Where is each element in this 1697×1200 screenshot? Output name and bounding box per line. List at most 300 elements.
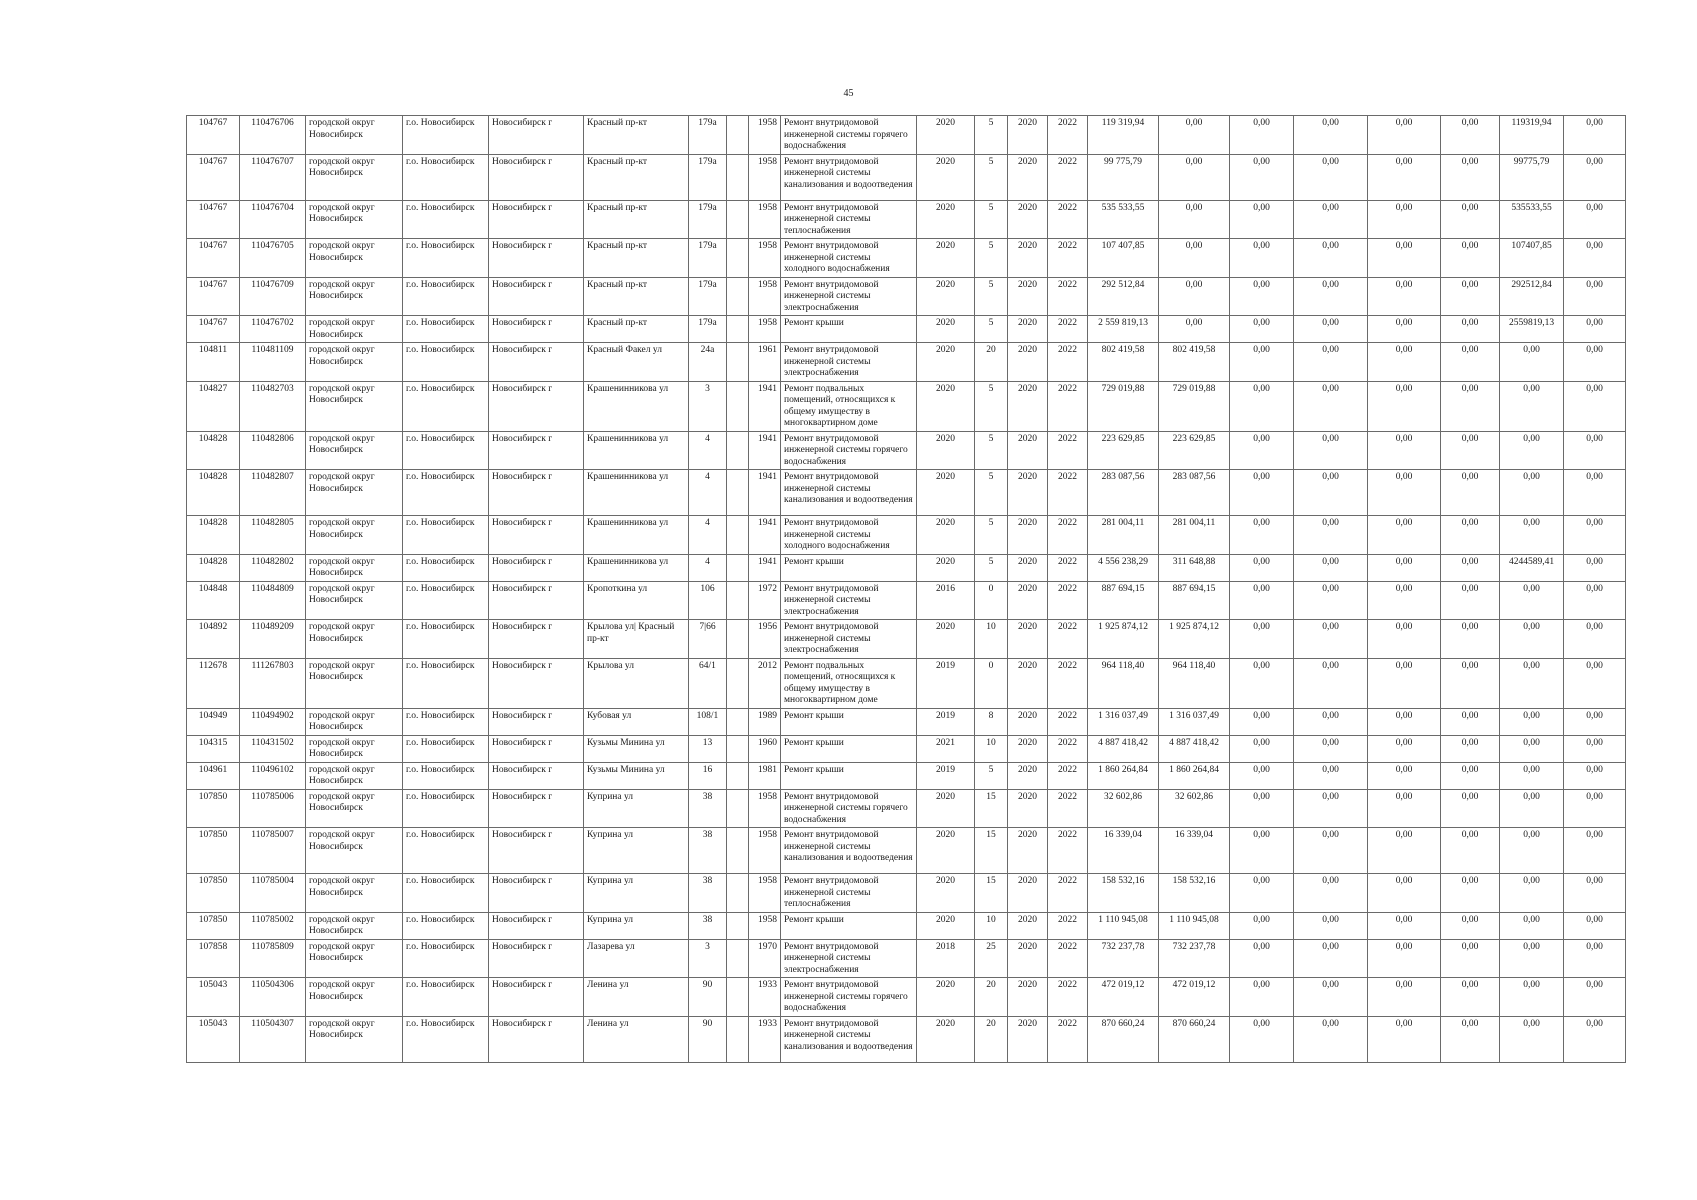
cell-street: Куприна ул xyxy=(584,828,689,874)
cell-cost-funds-5: 0,00 xyxy=(1441,735,1500,762)
cell-last-repair-year: 2020 xyxy=(917,789,975,828)
cell-plan-start-year: 2020 xyxy=(1008,239,1048,278)
cell-cost-funds-7: 0,00 xyxy=(1564,874,1626,913)
cell-building xyxy=(727,912,749,939)
cell-building xyxy=(727,658,749,708)
cell-house-number: 179а xyxy=(689,239,727,278)
cell-building xyxy=(727,789,749,828)
cell-total-cost: 472 019,12 xyxy=(1088,978,1159,1017)
cell-street: Куприна ул xyxy=(584,789,689,828)
cell-municipal-district: г.о. Новосибирск xyxy=(403,581,489,620)
cell-cost-funds-1: 1 110 945,08 xyxy=(1159,912,1230,939)
cell-municipal-district: г.о. Новосибирск xyxy=(403,239,489,278)
cell-built-year: 1941 xyxy=(749,554,781,581)
cell-cost-funds-7: 0,00 xyxy=(1564,431,1626,470)
cell-street: Крашенинникова ул xyxy=(584,381,689,431)
cell-cost-funds-2: 0,00 xyxy=(1230,620,1294,659)
cell-work-type: Ремонт внутридомовой инженерной системы канализования и водоотведения xyxy=(781,154,917,200)
cell-cost-funds-2: 0,00 xyxy=(1230,277,1294,316)
cell-cost-funds-2: 0,00 xyxy=(1230,116,1294,155)
cell-cost-funds-5: 0,00 xyxy=(1441,431,1500,470)
cell-last-repair-year: 2018 xyxy=(917,939,975,978)
cell-cost-funds-4: 0,00 xyxy=(1368,581,1441,620)
cell-work-type: Ремонт крыши xyxy=(781,762,917,789)
cell-work-type: Ремонт внутридомовой инженерной системы электроснабжения xyxy=(781,620,917,659)
cell-cost-funds-2: 0,00 xyxy=(1230,874,1294,913)
cell-total-cost: 158 532,16 xyxy=(1088,874,1159,913)
cell-cost-funds-4: 0,00 xyxy=(1368,154,1441,200)
cell-street: Красный пр-кт xyxy=(584,116,689,155)
cell-cost-funds-4: 0,00 xyxy=(1368,277,1441,316)
cell-built-year: 1941 xyxy=(749,431,781,470)
cell-plan-end-year: 2022 xyxy=(1048,581,1088,620)
cell-built-year: 1941 xyxy=(749,516,781,555)
cell-cost-funds-2: 0,00 xyxy=(1230,200,1294,239)
cell-cost-funds-7: 0,00 xyxy=(1564,554,1626,581)
cell-plan-start-year: 2020 xyxy=(1008,116,1048,155)
cell-municipal-district: г.о. Новосибирск xyxy=(403,381,489,431)
cell-cost-funds-5: 0,00 xyxy=(1441,581,1500,620)
cell-cost-funds-7: 0,00 xyxy=(1564,912,1626,939)
cell-municipality: городской округ Новосибирск xyxy=(306,708,403,735)
cell-locality: Новосибирск г xyxy=(489,658,584,708)
cell-last-repair-year: 2020 xyxy=(917,912,975,939)
cell-municipal-district: г.о. Новосибирск xyxy=(403,874,489,913)
cell-municipality: городской округ Новосибирск xyxy=(306,316,403,343)
cell-house-number: 38 xyxy=(689,789,727,828)
cell-wear-percent: 20 xyxy=(975,978,1008,1017)
cell-cost-funds-6: 0,00 xyxy=(1500,620,1564,659)
cell-work-id: 110482806 xyxy=(240,431,306,470)
cell-cost-funds-5: 0,00 xyxy=(1441,708,1500,735)
cell-cost-funds-6: 292512,84 xyxy=(1500,277,1564,316)
table-row xyxy=(187,343,1626,382)
cell-cost-funds-2: 0,00 xyxy=(1230,554,1294,581)
cell-building xyxy=(727,239,749,278)
table-row xyxy=(187,658,1626,708)
cell-municipality: городской округ Новосибирск xyxy=(306,581,403,620)
cell-built-year: 1958 xyxy=(749,277,781,316)
cell-municipal-district: г.о. Новосибирск xyxy=(403,516,489,555)
cell-cost-funds-7: 0,00 xyxy=(1564,978,1626,1017)
cell-municipality: городской округ Новосибирск xyxy=(306,658,403,708)
cell-house-id: 104828 xyxy=(187,516,240,555)
cell-cost-funds-5: 0,00 xyxy=(1441,200,1500,239)
cell-work-id: 110481109 xyxy=(240,343,306,382)
cell-building xyxy=(727,381,749,431)
cell-cost-funds-7: 0,00 xyxy=(1564,200,1626,239)
cell-cost-funds-5: 0,00 xyxy=(1441,381,1500,431)
cell-municipality: городской округ Новосибирск xyxy=(306,516,403,555)
cell-wear-percent: 10 xyxy=(975,735,1008,762)
cell-cost-funds-6: 0,00 xyxy=(1500,708,1564,735)
cell-wear-percent: 5 xyxy=(975,762,1008,789)
cell-street: Кузьмы Минина ул xyxy=(584,735,689,762)
cell-cost-funds-5: 0,00 xyxy=(1441,939,1500,978)
cell-locality: Новосибирск г xyxy=(489,708,584,735)
cell-building xyxy=(727,554,749,581)
cell-plan-end-year: 2022 xyxy=(1048,200,1088,239)
table-row xyxy=(187,912,1626,939)
cell-plan-end-year: 2022 xyxy=(1048,762,1088,789)
cell-locality: Новосибирск г xyxy=(489,874,584,913)
cell-wear-percent: 20 xyxy=(975,1016,1008,1062)
cell-cost-funds-7: 0,00 xyxy=(1564,343,1626,382)
cell-cost-funds-3: 0,00 xyxy=(1294,620,1368,659)
cell-cost-funds-5: 0,00 xyxy=(1441,316,1500,343)
cell-cost-funds-1: 0,00 xyxy=(1159,200,1230,239)
cell-cost-funds-7: 0,00 xyxy=(1564,316,1626,343)
cell-last-repair-year: 2020 xyxy=(917,431,975,470)
table-row xyxy=(187,239,1626,278)
cell-work-id: 110494902 xyxy=(240,708,306,735)
cell-cost-funds-7: 0,00 xyxy=(1564,277,1626,316)
cell-total-cost: 1 316 037,49 xyxy=(1088,708,1159,735)
cell-cost-funds-3: 0,00 xyxy=(1294,277,1368,316)
cell-total-cost: 535 533,55 xyxy=(1088,200,1159,239)
cell-cost-funds-5: 0,00 xyxy=(1441,554,1500,581)
cell-street: Красный пр-кт xyxy=(584,239,689,278)
cell-house-number: 90 xyxy=(689,978,727,1017)
cell-locality: Новосибирск г xyxy=(489,581,584,620)
cell-total-cost: 283 087,56 xyxy=(1088,470,1159,516)
page-number: 45 xyxy=(843,88,854,99)
cell-municipality: городской округ Новосибирск xyxy=(306,939,403,978)
table-row xyxy=(187,381,1626,431)
cell-wear-percent: 15 xyxy=(975,828,1008,874)
cell-cost-funds-1: 0,00 xyxy=(1159,239,1230,278)
cell-municipal-district: г.о. Новосибирск xyxy=(403,708,489,735)
cell-house-number: 38 xyxy=(689,874,727,913)
cell-municipality: городской округ Новосибирск xyxy=(306,431,403,470)
cell-cost-funds-7: 0,00 xyxy=(1564,239,1626,278)
cell-wear-percent: 5 xyxy=(975,554,1008,581)
cell-house-id: 104315 xyxy=(187,735,240,762)
cell-work-type: Ремонт внутридомовой инженерной системы горячего водоснабжения xyxy=(781,431,917,470)
cell-locality: Новосибирск г xyxy=(489,154,584,200)
cell-last-repair-year: 2020 xyxy=(917,277,975,316)
cell-street: Крашенинникова ул xyxy=(584,431,689,470)
cell-cost-funds-6: 0,00 xyxy=(1500,431,1564,470)
cell-cost-funds-4: 0,00 xyxy=(1368,978,1441,1017)
cell-cost-funds-4: 0,00 xyxy=(1368,470,1441,516)
cell-cost-funds-1: 0,00 xyxy=(1159,154,1230,200)
cell-cost-funds-3: 0,00 xyxy=(1294,581,1368,620)
cell-building xyxy=(727,277,749,316)
cell-street: Красный пр-кт xyxy=(584,200,689,239)
cell-cost-funds-3: 0,00 xyxy=(1294,116,1368,155)
cell-cost-funds-4: 0,00 xyxy=(1368,381,1441,431)
cell-plan-start-year: 2020 xyxy=(1008,277,1048,316)
cell-plan-start-year: 2020 xyxy=(1008,343,1048,382)
cell-cost-funds-3: 0,00 xyxy=(1294,516,1368,555)
cell-total-cost: 2 559 819,13 xyxy=(1088,316,1159,343)
cell-cost-funds-7: 0,00 xyxy=(1564,939,1626,978)
cell-total-cost: 4 556 238,29 xyxy=(1088,554,1159,581)
table-row xyxy=(187,762,1626,789)
cell-last-repair-year: 2020 xyxy=(917,116,975,155)
cell-cost-funds-3: 0,00 xyxy=(1294,239,1368,278)
cell-plan-end-year: 2022 xyxy=(1048,316,1088,343)
cell-locality: Новосибирск г xyxy=(489,912,584,939)
cell-house-number: 38 xyxy=(689,828,727,874)
cell-building xyxy=(727,154,749,200)
table-row xyxy=(187,939,1626,978)
cell-work-id: 110785004 xyxy=(240,874,306,913)
cell-street: Лазарева ул xyxy=(584,939,689,978)
cell-street: Крашенинникова ул xyxy=(584,554,689,581)
table-row xyxy=(187,200,1626,239)
cell-house-number: 4 xyxy=(689,431,727,470)
cell-wear-percent: 10 xyxy=(975,912,1008,939)
cell-house-number: 106 xyxy=(689,581,727,620)
table-row xyxy=(187,874,1626,913)
cell-plan-start-year: 2020 xyxy=(1008,789,1048,828)
cell-street: Красный Факел ул xyxy=(584,343,689,382)
cell-municipality: городской округ Новосибирск xyxy=(306,200,403,239)
cell-municipal-district: г.о. Новосибирск xyxy=(403,658,489,708)
table-row xyxy=(187,431,1626,470)
cell-built-year: 1989 xyxy=(749,708,781,735)
cell-work-id: 110482703 xyxy=(240,381,306,431)
cell-work-type: Ремонт подвальных помещений, относящихся к общему имуществу в многоквартирном доме xyxy=(781,381,917,431)
cell-plan-start-year: 2020 xyxy=(1008,939,1048,978)
cell-last-repair-year: 2021 xyxy=(917,735,975,762)
cell-plan-end-year: 2022 xyxy=(1048,735,1088,762)
cell-plan-start-year: 2020 xyxy=(1008,431,1048,470)
cell-street: Красный пр-кт xyxy=(584,316,689,343)
cell-last-repair-year: 2020 xyxy=(917,381,975,431)
cell-cost-funds-1: 1 860 264,84 xyxy=(1159,762,1230,789)
cell-house-id: 107850 xyxy=(187,912,240,939)
cell-cost-funds-2: 0,00 xyxy=(1230,431,1294,470)
table-row xyxy=(187,708,1626,735)
cell-cost-funds-1: 32 602,86 xyxy=(1159,789,1230,828)
cell-last-repair-year: 2020 xyxy=(917,874,975,913)
cell-locality: Новосибирск г xyxy=(489,762,584,789)
cell-cost-funds-7: 0,00 xyxy=(1564,762,1626,789)
cell-cost-funds-4: 0,00 xyxy=(1368,343,1441,382)
cell-street: Кубовая ул xyxy=(584,708,689,735)
cell-cost-funds-5: 0,00 xyxy=(1441,828,1500,874)
table-row xyxy=(187,735,1626,762)
cell-house-number: 179а xyxy=(689,316,727,343)
cell-work-id: 110785007 xyxy=(240,828,306,874)
cell-house-id: 112678 xyxy=(187,658,240,708)
cell-plan-start-year: 2020 xyxy=(1008,620,1048,659)
cell-cost-funds-3: 0,00 xyxy=(1294,939,1368,978)
cell-plan-end-year: 2022 xyxy=(1048,343,1088,382)
cell-cost-funds-5: 0,00 xyxy=(1441,1016,1500,1062)
cell-municipality: городской округ Новосибирск xyxy=(306,978,403,1017)
cell-building xyxy=(727,735,749,762)
cell-municipal-district: г.о. Новосибирск xyxy=(403,116,489,155)
cell-locality: Новосибирск г xyxy=(489,516,584,555)
cell-work-id: 110785809 xyxy=(240,939,306,978)
cell-cost-funds-2: 0,00 xyxy=(1230,381,1294,431)
cell-cost-funds-5: 0,00 xyxy=(1441,762,1500,789)
cell-plan-end-year: 2022 xyxy=(1048,431,1088,470)
cell-cost-funds-4: 0,00 xyxy=(1368,735,1441,762)
cell-built-year: 1933 xyxy=(749,978,781,1017)
cell-cost-funds-2: 0,00 xyxy=(1230,581,1294,620)
cell-plan-start-year: 2020 xyxy=(1008,708,1048,735)
cell-street: Крашенинникова ул xyxy=(584,470,689,516)
cell-work-type: Ремонт внутридомовой инженерной системы канализования и водоотведения xyxy=(781,828,917,874)
cell-last-repair-year: 2016 xyxy=(917,581,975,620)
cell-house-id: 104811 xyxy=(187,343,240,382)
cell-locality: Новосибирск г xyxy=(489,789,584,828)
cell-cost-funds-2: 0,00 xyxy=(1230,912,1294,939)
cell-street: Крашенинникова ул xyxy=(584,516,689,555)
cell-wear-percent: 15 xyxy=(975,789,1008,828)
cell-cost-funds-6: 535533,55 xyxy=(1500,200,1564,239)
cell-last-repair-year: 2020 xyxy=(917,343,975,382)
cell-building xyxy=(727,581,749,620)
cell-cost-funds-6: 0,00 xyxy=(1500,978,1564,1017)
cell-cost-funds-6: 0,00 xyxy=(1500,939,1564,978)
cell-locality: Новосибирск г xyxy=(489,200,584,239)
cell-cost-funds-1: 870 660,24 xyxy=(1159,1016,1230,1062)
cell-house-id: 107850 xyxy=(187,789,240,828)
cell-last-repair-year: 2020 xyxy=(917,554,975,581)
cell-last-repair-year: 2020 xyxy=(917,620,975,659)
cell-cost-funds-6: 0,00 xyxy=(1500,470,1564,516)
cell-last-repair-year: 2020 xyxy=(917,470,975,516)
cell-plan-start-year: 2020 xyxy=(1008,735,1048,762)
cell-work-id: 110476706 xyxy=(240,116,306,155)
cell-building xyxy=(727,431,749,470)
cell-cost-funds-5: 0,00 xyxy=(1441,116,1500,155)
cell-street: Куприна ул xyxy=(584,912,689,939)
cell-work-type: Ремонт внутридомовой инженерной системы электроснабжения xyxy=(781,581,917,620)
cell-plan-start-year: 2020 xyxy=(1008,154,1048,200)
cell-cost-funds-6: 0,00 xyxy=(1500,828,1564,874)
cell-municipality: городской округ Новосибирск xyxy=(306,912,403,939)
cell-building xyxy=(727,939,749,978)
cell-house-id: 104892 xyxy=(187,620,240,659)
cell-cost-funds-6: 0,00 xyxy=(1500,874,1564,913)
cell-wear-percent: 5 xyxy=(975,239,1008,278)
cell-work-type: Ремонт внутридомовой инженерной системы теплоснабжения xyxy=(781,200,917,239)
cell-cost-funds-7: 0,00 xyxy=(1564,708,1626,735)
cell-building xyxy=(727,1016,749,1062)
cell-built-year: 1958 xyxy=(749,789,781,828)
cell-work-type: Ремонт внутридомовой инженерной системы холодного водоснабжения xyxy=(781,516,917,555)
cell-cost-funds-7: 0,00 xyxy=(1564,581,1626,620)
cell-building xyxy=(727,874,749,913)
cell-plan-end-year: 2022 xyxy=(1048,939,1088,978)
cell-plan-start-year: 2020 xyxy=(1008,516,1048,555)
cell-municipal-district: г.о. Новосибирск xyxy=(403,277,489,316)
cell-total-cost: 802 419,58 xyxy=(1088,343,1159,382)
table-row xyxy=(187,277,1626,316)
cell-cost-funds-6: 0,00 xyxy=(1500,735,1564,762)
cell-municipality: городской округ Новосибирск xyxy=(306,470,403,516)
cell-cost-funds-6: 0,00 xyxy=(1500,762,1564,789)
cell-work-id: 110785006 xyxy=(240,789,306,828)
cell-municipality: городской округ Новосибирск xyxy=(306,735,403,762)
cell-cost-funds-7: 0,00 xyxy=(1564,516,1626,555)
cell-building xyxy=(727,343,749,382)
cell-work-type: Ремонт крыши xyxy=(781,316,917,343)
cell-municipality: городской округ Новосибирск xyxy=(306,116,403,155)
cell-last-repair-year: 2019 xyxy=(917,708,975,735)
cell-cost-funds-2: 0,00 xyxy=(1230,735,1294,762)
cell-built-year: 1958 xyxy=(749,912,781,939)
cell-cost-funds-1: 1 316 037,49 xyxy=(1159,708,1230,735)
cell-wear-percent: 5 xyxy=(975,381,1008,431)
cell-cost-funds-5: 0,00 xyxy=(1441,658,1500,708)
cell-building xyxy=(727,620,749,659)
cell-cost-funds-3: 0,00 xyxy=(1294,874,1368,913)
cell-cost-funds-7: 0,00 xyxy=(1564,1016,1626,1062)
cell-built-year: 1960 xyxy=(749,735,781,762)
cell-last-repair-year: 2020 xyxy=(917,239,975,278)
cell-plan-end-year: 2022 xyxy=(1048,154,1088,200)
cell-house-number: 4 xyxy=(689,470,727,516)
cell-street: Красный пр-кт xyxy=(584,277,689,316)
cell-locality: Новосибирск г xyxy=(489,735,584,762)
cell-municipal-district: г.о. Новосибирск xyxy=(403,762,489,789)
table-row xyxy=(187,554,1626,581)
cell-municipal-district: г.о. Новосибирск xyxy=(403,828,489,874)
cell-cost-funds-1: 729 019,88 xyxy=(1159,381,1230,431)
cell-cost-funds-2: 0,00 xyxy=(1230,978,1294,1017)
cell-cost-funds-1: 16 339,04 xyxy=(1159,828,1230,874)
cell-wear-percent: 20 xyxy=(975,343,1008,382)
cell-plan-start-year: 2020 xyxy=(1008,1016,1048,1062)
cell-total-cost: 1 925 874,12 xyxy=(1088,620,1159,659)
cell-municipality: городской округ Новосибирск xyxy=(306,620,403,659)
cell-cost-funds-3: 0,00 xyxy=(1294,154,1368,200)
cell-house-id: 104828 xyxy=(187,470,240,516)
cell-municipal-district: г.о. Новосибирск xyxy=(403,154,489,200)
cell-built-year: 1958 xyxy=(749,828,781,874)
cell-building xyxy=(727,316,749,343)
cell-cost-funds-1: 964 118,40 xyxy=(1159,658,1230,708)
cell-plan-end-year: 2022 xyxy=(1048,978,1088,1017)
cell-wear-percent: 8 xyxy=(975,708,1008,735)
cell-plan-end-year: 2022 xyxy=(1048,239,1088,278)
cell-cost-funds-2: 0,00 xyxy=(1230,239,1294,278)
cell-house-id: 104961 xyxy=(187,762,240,789)
cell-total-cost: 99 775,79 xyxy=(1088,154,1159,200)
cell-work-type: Ремонт внутридомовой инженерной системы горячего водоснабжения xyxy=(781,116,917,155)
cell-plan-start-year: 2020 xyxy=(1008,470,1048,516)
cell-cost-funds-4: 0,00 xyxy=(1368,239,1441,278)
cell-municipal-district: г.о. Новосибирск xyxy=(403,789,489,828)
cell-cost-funds-7: 0,00 xyxy=(1564,116,1626,155)
cell-cost-funds-7: 0,00 xyxy=(1564,828,1626,874)
cell-cost-funds-3: 0,00 xyxy=(1294,912,1368,939)
cell-house-number: 179а xyxy=(689,154,727,200)
cell-cost-funds-5: 0,00 xyxy=(1441,277,1500,316)
cell-total-cost: 870 660,24 xyxy=(1088,1016,1159,1062)
table-row xyxy=(187,1016,1626,1062)
cell-cost-funds-5: 0,00 xyxy=(1441,912,1500,939)
cell-municipality: городской округ Новосибирск xyxy=(306,343,403,382)
table-row xyxy=(187,316,1626,343)
cell-cost-funds-1: 0,00 xyxy=(1159,116,1230,155)
cell-cost-funds-4: 0,00 xyxy=(1368,1016,1441,1062)
cell-house-id: 104767 xyxy=(187,200,240,239)
cell-locality: Новосибирск г xyxy=(489,470,584,516)
cell-total-cost: 1 110 945,08 xyxy=(1088,912,1159,939)
cell-built-year: 2012 xyxy=(749,658,781,708)
cell-total-cost: 964 118,40 xyxy=(1088,658,1159,708)
cell-cost-funds-4: 0,00 xyxy=(1368,620,1441,659)
